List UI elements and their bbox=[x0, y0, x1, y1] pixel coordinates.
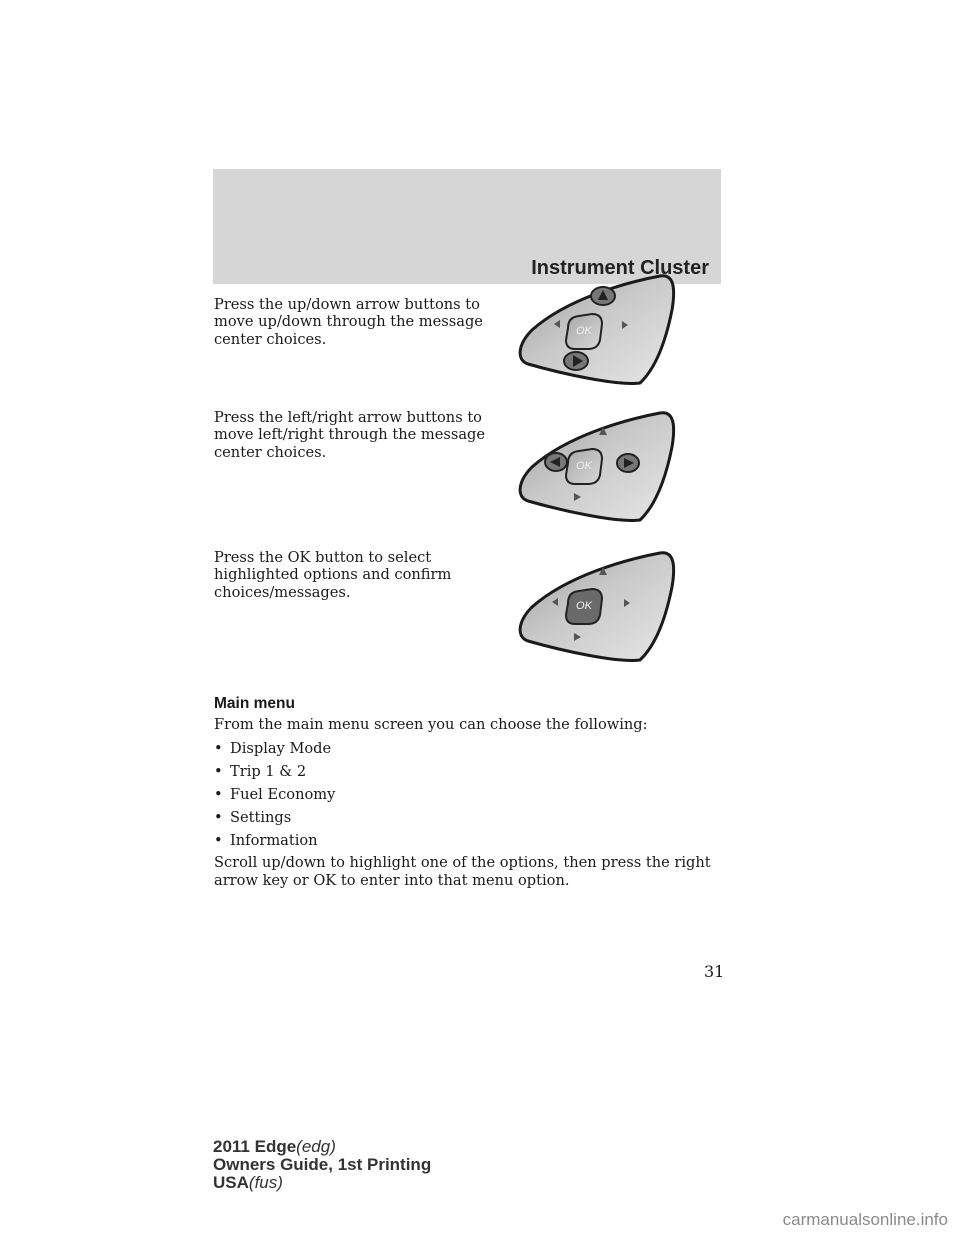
menu-item-label: Information bbox=[230, 832, 318, 849]
list-item bbox=[214, 762, 335, 785]
header-band bbox=[213, 169, 721, 284]
footer-market: USA bbox=[213, 1173, 249, 1192]
bullet: • bbox=[214, 809, 223, 826]
watermark: carmanualsonline.info bbox=[782, 1210, 948, 1229]
page-number: 31 bbox=[704, 962, 725, 981]
steering-control-ok-figure bbox=[508, 545, 728, 670]
bullet: • bbox=[214, 786, 223, 803]
menu-item-label: Fuel Economy bbox=[230, 786, 336, 803]
bullet: • bbox=[214, 763, 223, 780]
footer-model-code: (edg) bbox=[296, 1137, 336, 1156]
bullet: • bbox=[214, 740, 223, 757]
menu-item-label: Display Mode bbox=[230, 740, 332, 757]
main-menu-outro: Scroll up/down to highlight one of the options, then press the right arrow key or OK to enter into that menu option. bbox=[214, 854, 711, 889]
ok-label: OK bbox=[576, 600, 592, 612]
bullet: • bbox=[214, 832, 223, 849]
list-item bbox=[214, 739, 335, 762]
ok-label: OK bbox=[576, 460, 592, 472]
list-item bbox=[214, 831, 335, 854]
footer-market-code: (fus) bbox=[248, 1173, 283, 1192]
menu-item-label: Settings bbox=[230, 809, 292, 826]
section-title: Instrument Cluster bbox=[531, 257, 709, 279]
list-item bbox=[214, 808, 335, 831]
paragraph-ok: Press the OK button to select highlighted options and confirm choices/messages. bbox=[214, 549, 452, 601]
steering-control-left-right-figure bbox=[508, 405, 728, 530]
footer-print-info bbox=[213, 1138, 431, 1192]
paragraph-left-right: Press the left/right arrow buttons to move left/right through the message center choices. bbox=[214, 409, 485, 461]
ok-label: OK bbox=[576, 325, 592, 337]
steering-control-up-down-figure bbox=[508, 268, 728, 393]
main-menu-heading: Main menu bbox=[214, 695, 295, 712]
footer-model: 2011 Edge bbox=[213, 1137, 297, 1156]
paragraph-up-down: Press the up/down arrow buttons to move up/down through the message center choices. bbox=[214, 296, 483, 348]
menu-item-label: Trip 1 & 2 bbox=[230, 763, 307, 780]
list-item bbox=[214, 785, 335, 808]
main-menu-intro: From the main menu screen you can choose the following: bbox=[214, 716, 648, 733]
main-menu-list bbox=[214, 739, 335, 854]
footer-guide-edition: Owners Guide, 1st Printing bbox=[213, 1155, 432, 1174]
